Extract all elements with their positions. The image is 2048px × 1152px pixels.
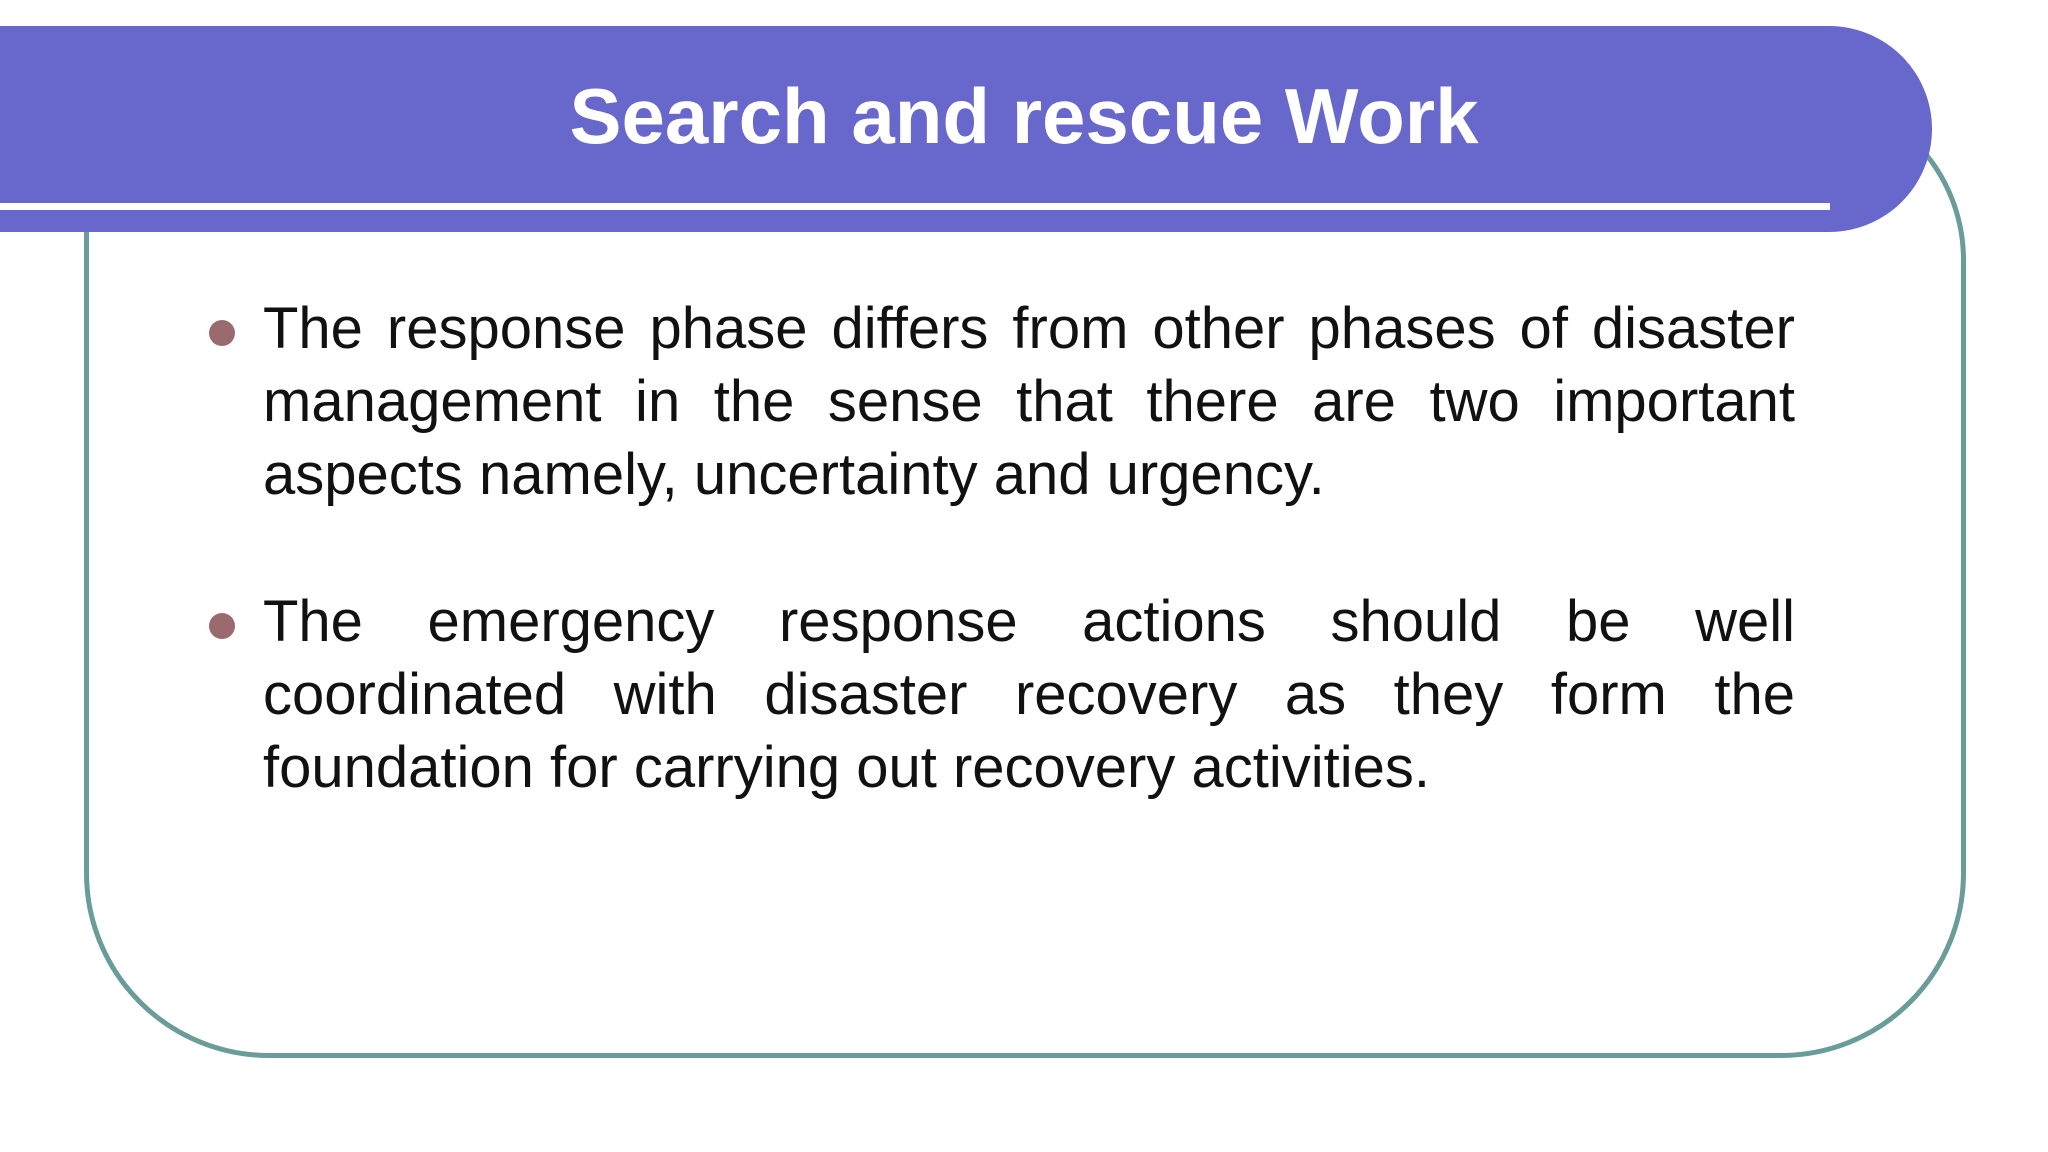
bullet-icon bbox=[209, 320, 235, 346]
bullet-item bbox=[205, 292, 1795, 511]
bullet-text: The emergency response actions should be well coordinated with disaster recovery as they form the foundation for carrying out recovery activities. bbox=[263, 589, 1795, 800]
bullet-text: The response phase differs from other phases of disaster management in the sense that there are two important aspects namely, uncertainty and urgency. bbox=[263, 296, 1795, 507]
slide-title: Search and rescue Work bbox=[569, 72, 1479, 160]
bullet-icon bbox=[209, 613, 235, 639]
bullet-item bbox=[205, 585, 1795, 804]
bullet-list bbox=[205, 292, 1795, 878]
